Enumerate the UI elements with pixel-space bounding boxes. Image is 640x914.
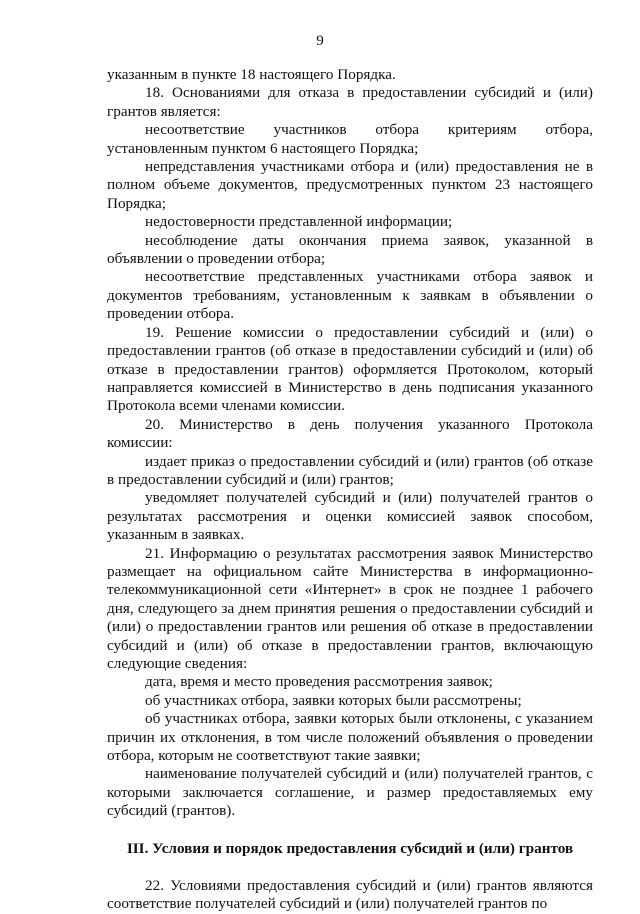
paragraph: недостоверности представленной информации; — [145, 213, 453, 231]
paragraph: несоблюдение даты окончания приема заявок, указанной в объявлении о проведении отбора; — [107, 231, 593, 268]
paragraph: 22. Условиями предоставления субсидий и (или) грантов являются соответствие получателей субсидий и (или) получателей грантов по — [107, 877, 593, 913]
paragraph: несоответствие представленных участниками отбора заявок и документов требованиям, установленным к заявкам в объявлении о проведении отбора. — [107, 268, 593, 323]
paragraphs-before-heading — [107, 66, 593, 821]
paragraph: указанным в пункте 18 настоящего Порядка. — [107, 66, 396, 83]
paragraph: 19. Решение комиссии о предоставлении субсидий и (или) о предоставлении грантов (об отказе в предоставлении субсидий и (или) об отказе в предоставлении грантов) оформляется Протоколом, который направляется комиссией в Министерство в день подписания указанного Протокола всеми членами комиссии. — [107, 323, 593, 415]
paragraph: 21. Информацию о результатах рассмотрения заявок Министерство размещает на официальном сайте Министерства в информационно-телекоммуникационной сети «Интернет» в срок не позднее 1 рабочего дня, следующего за днем принятия решения о предоставлении субсидий и (или) о предоставлении грантов или решения об отказе в предоставлении субсидий и (или) об отказе в предоставлении грантов, включающую следующие сведения: — [107, 544, 593, 672]
paragraph: несоответствие участников отбора критериям отбора, установленным пунктом 6 настоящего Порядка; — [107, 121, 593, 157]
document-body — [107, 66, 593, 914]
paragraph: издает приказ о предоставлении субсидий и (или) грантов (об отказе в предоставлении субсидий и (или) грантов; — [107, 452, 593, 488]
section-heading: III. Условия и порядок предоставления субсидий и (или) грантов — [126, 839, 574, 857]
paragraph: дата, время и место проведения рассмотрения заявок; — [145, 673, 493, 691]
paragraph: наименование получателей субсидий и (или) получателей грантов, с которыми заключается соглашение, и размер предоставляемых ему субсидий (грантов). — [107, 765, 593, 820]
paragraph: об участниках отбора, заявки которых были отклонены, с указанием причин их отклонения, в том числе положений объявления о проведении отбора, которым не соответствуют такие заявки; — [107, 710, 593, 765]
paragraphs-after-heading — [107, 877, 593, 914]
page-number: 9 — [316, 33, 324, 49]
paragraph: 18. Основаниями для отказа в предоставлении субсидий и (или) грантов является: — [107, 84, 593, 120]
paragraph: об участниках отбора, заявки которых были рассмотрены; — [145, 691, 522, 709]
paragraph: уведомляет получателей субсидий и (или) получателей грантов о результатах рассмотрения и оценки комиссией заявок способом, указанным в заявках. — [107, 489, 593, 544]
paragraph: непредставления участниками отбора и (или) предоставления не в полном объеме документов, предусмотренных пунктом 23 настоящего Порядка; — [107, 158, 593, 212]
paragraph: 20. Министерство в день получения указанного Протокола комиссии: — [107, 415, 593, 452]
